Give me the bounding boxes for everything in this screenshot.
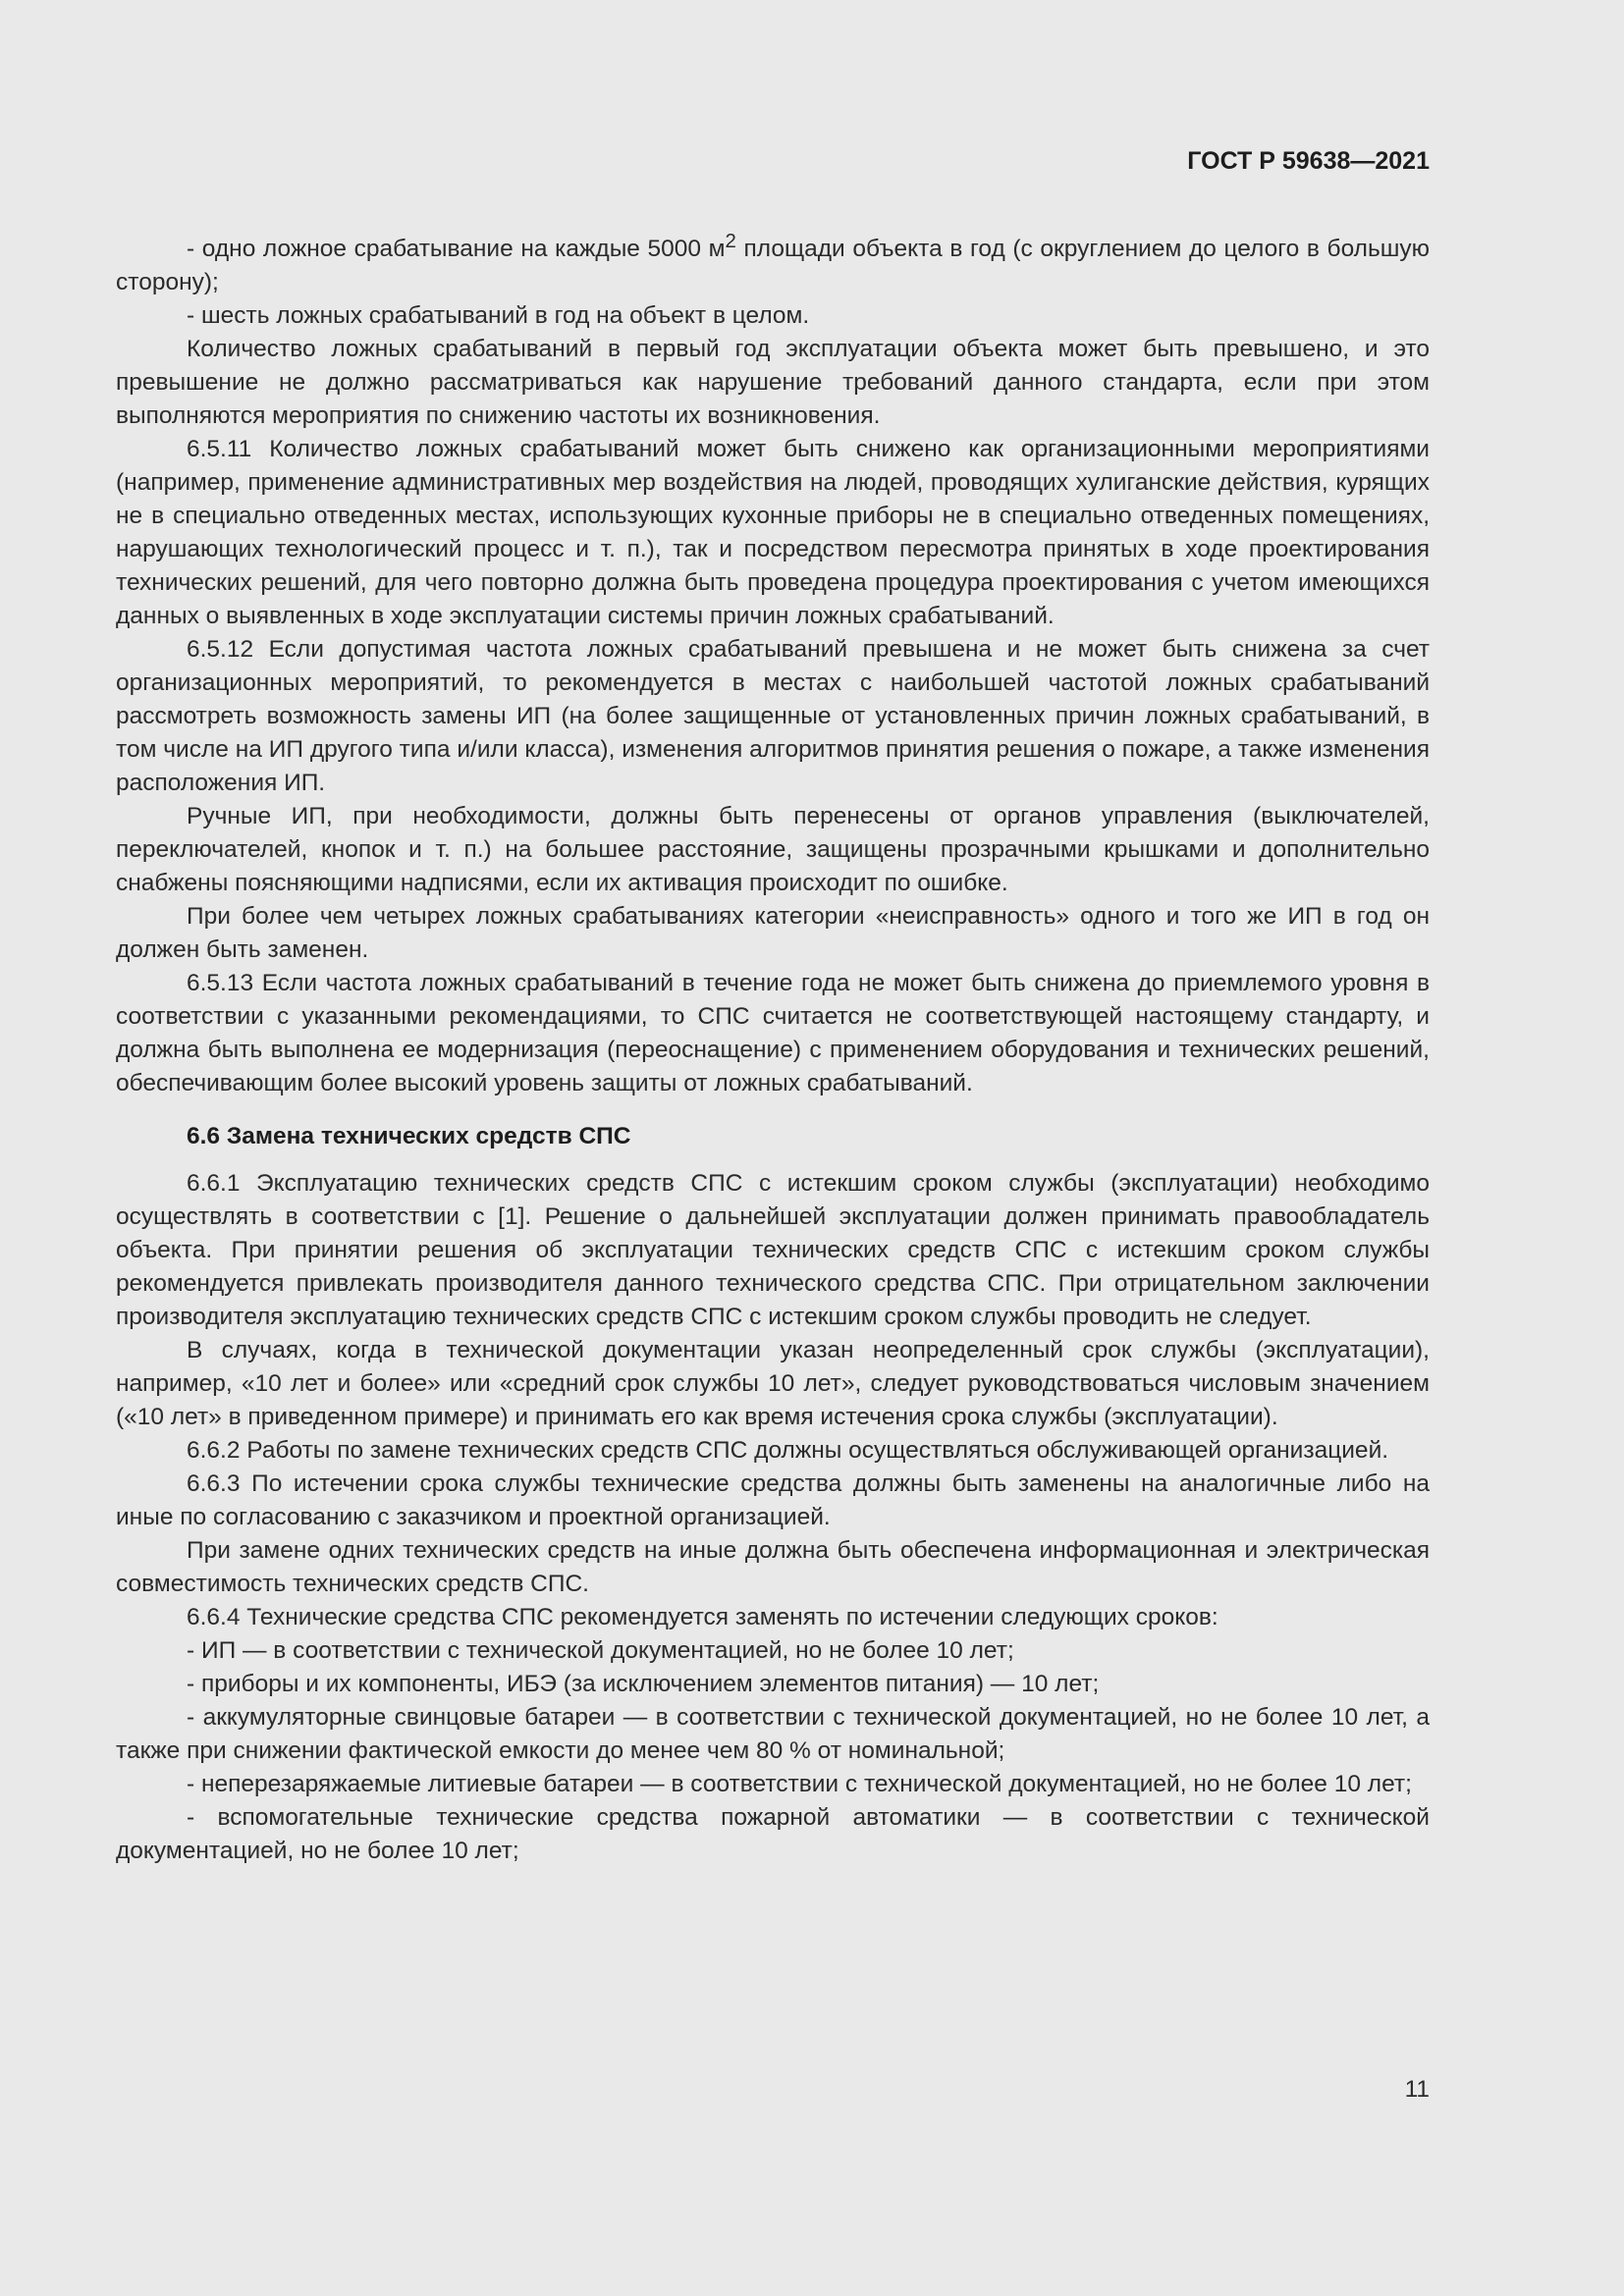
list-item: - неперезаряжаемые литиевые батареи — в соответствии с технической документацией, но не более 10 лет; xyxy=(187,1771,1412,1798)
paragraph: При замене одних технических средств на иные должна быть обеспечена информационная и электрическая совместимость технических средств СПС. xyxy=(116,1537,1430,1598)
standard-designation: ГОСТ Р 59638—2021 xyxy=(1187,147,1430,175)
paragraph: При более чем четырех ложных срабатываниях категории «неисправность» одного и того же ИП в год он должен быть заменен. xyxy=(116,903,1430,964)
list-item: - приборы и их компоненты, ИБЭ (за исключением элементов питания) — 10 лет; xyxy=(187,1671,1100,1698)
paragraph: 6.5.11 Количество ложных срабатываний может быть снижено как организационными мероприятиями (например, применение административных мер воздействия на людей, проводящих хулиганские действия, курящих не в специально отведенных местах, использующих кухонные приборы не в специально отведенных помещениях, нарушающих технологический процесс и т. п.), так и посредством пересмотра принятых в ходе проектирования технических решений, для чего повторно должна быть проведена процедура проектирования с учетом имеющихся данных о выявленных в ходе эксплуатации системы причин ложных срабатываний. xyxy=(116,436,1430,630)
text-fragment: - одно ложное срабатывание на каждые 5000 м xyxy=(187,236,726,263)
document-body xyxy=(116,225,1430,1868)
list-item: - аккумуляторные свинцовые батареи — в соответствии с технической документацией, но не более 10 лет, а также при снижении фактической емкости до менее чем 80 % от номинальной; xyxy=(116,1704,1430,1765)
section-title: 6.6 Замена технических средств СПС xyxy=(187,1123,631,1150)
page-number: 11 xyxy=(1404,2076,1430,2103)
paragraph: - шесть ложных срабатываний в год на объект в целом. xyxy=(187,302,810,330)
paragraph: 6.6.3 По истечении срока службы технические средства должны быть заменены на аналогичные либо на иные по согласованию с заказчиком и проектной организацией. xyxy=(116,1470,1430,1531)
paragraph: В случаях, когда в технической документации указан неопределенный срок службы (эксплуатации), например, «10 лет и более» или «средний срок службы 10 лет», следует руководствоваться числовым значением («10 лет» в приведенном примере) и принимать его как время истечения срока службы (эксплуатации). xyxy=(116,1337,1430,1431)
paragraph: 6.5.13 Если частота ложных срабатываний в течение года не может быть снижена до приемлемого уровня в соответствии с указанными рекомендациями, то СПС считается не соответствующей настоящему стандарту, и должна быть выполнена ее модернизация (переоснащение) с применением оборудования и технических решений, обеспечивающим более высокий уровень защиты от ложных срабатываний. xyxy=(116,970,1430,1097)
paragraph-false-alarm-area xyxy=(116,225,1430,299)
list-item: - ИП — в соответствии с технической документацией, но не более 10 лет; xyxy=(187,1637,1014,1665)
paragraph: Ручные ИП, при необходимости, должны быть перенесены от органов управления (выключателей, переключателей, кнопок и т. п.) на большее расстояние, защищены прозрачными крышками и дополнительно снабжены поясняющими надписями, если их активация происходит по ошибке. xyxy=(116,803,1430,897)
text-fragment: площади объекта в год (с округлением до целого в большую сторону); xyxy=(116,236,1430,296)
superscript: 2 xyxy=(725,231,736,252)
list-item: - вспомогательные технические средства пожарной автоматики — в соответствии с технической документацией, но не более 10 лет; xyxy=(116,1804,1430,1865)
paragraph: 6.6.2 Работы по замене технических средств СПС должны осуществляться обслуживающей организацией. xyxy=(187,1437,1389,1465)
paragraph: 6.6.4 Технические средства СПС рекомендуется заменять по истечении следующих сроков: xyxy=(187,1604,1218,1631)
paragraph: 6.5.12 Если допустимая частота ложных срабатываний превышена и не может быть снижена за счет организационных мероприятий, то рекомендуется в местах с наибольшей частотой ложных срабатываний рассмотреть возможность замены ИП (на более защищенные от установленных причин ложных срабатываний, в том числе на ИП другого типа и/или класса), изменения алгоритмов принятия решения о пожаре, а также изменения расположения ИП. xyxy=(116,636,1430,797)
paragraph: Количество ложных срабатываний в первый год эксплуатации объекта может быть превышено, и это превышение не должно рассматриваться как нарушение требований данного стандарта, если при этом выполняются мероприятия по снижению частоты их возникновения. xyxy=(116,336,1430,430)
paragraph: 6.6.1 Эксплуатацию технических средств СПС с истекшим сроком службы (эксплуатации) необходимо осуществлять в соответствии с [1]. Решение о дальнейшей эксплуатации должен принимать правообладатель объекта. При принятии решения об эксплуатации технических средств СПС с истекшим сроком службы рекомендуется привлекать производителя данного технического средства СПС. При отрицательном заключении производителя эксплуатацию технических средств СПС с истекшим сроком службы проводить не следует. xyxy=(116,1170,1430,1331)
